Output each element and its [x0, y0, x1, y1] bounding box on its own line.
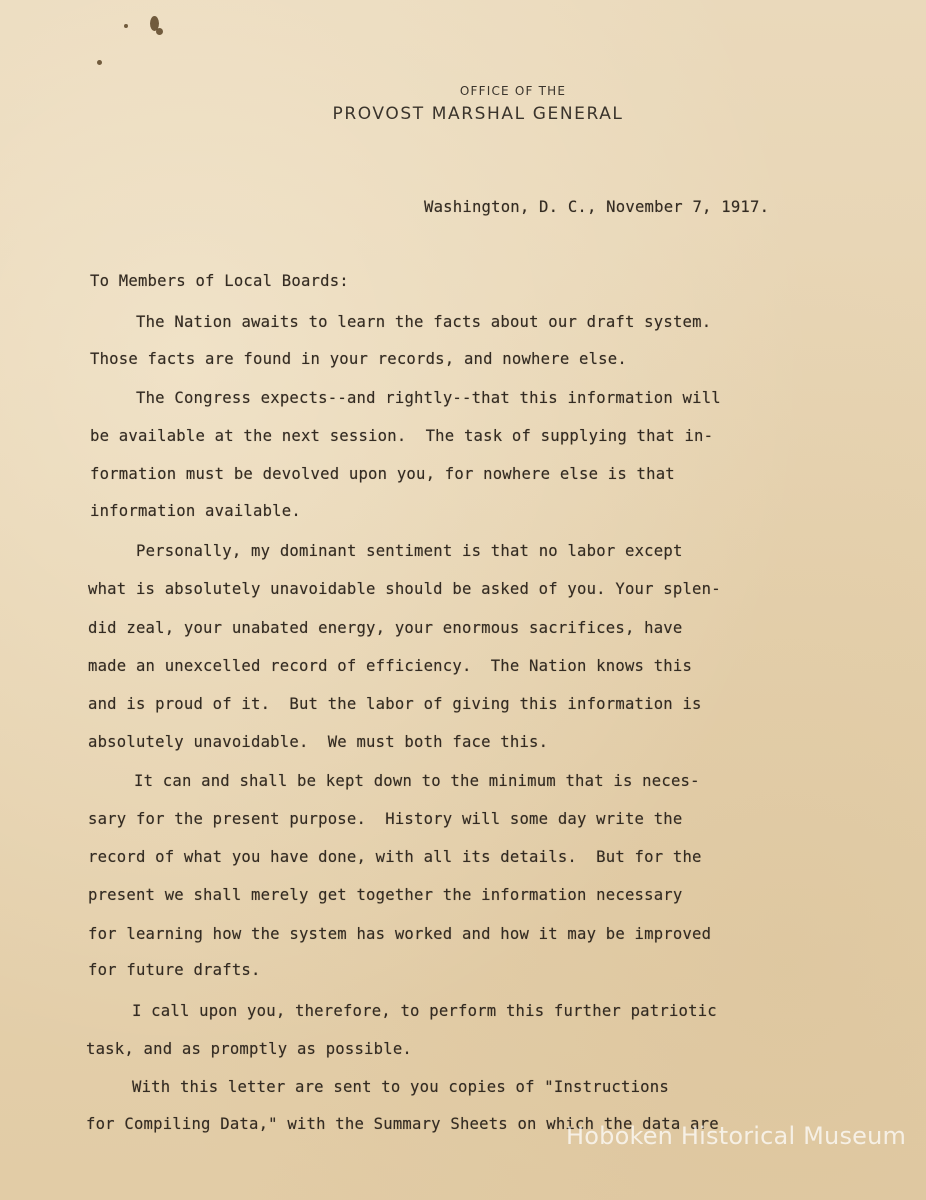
body-line: absolutely unavoidable. We must both face this. [88, 733, 549, 751]
body-line: formation must be devolved upon you, for nowhere else is that [90, 465, 675, 483]
ink-stain [97, 60, 102, 65]
body-line: made an unexcelled record of efficiency. The Nation knows this [88, 657, 693, 675]
body-line: for Compiling Data," with the Summary Sheets on which the data are [86, 1115, 719, 1133]
body-line: Personally, my dominant sentiment is that no labor except [136, 542, 683, 560]
body-line: be available at the next session. The task of supplying that in- [90, 427, 714, 445]
ink-stain [124, 24, 128, 28]
body-line: task, and as promptly as possible. [86, 1040, 412, 1058]
body-line: It can and shall be kept down to the minimum that is neces- [134, 772, 700, 790]
body-line: and is proud of it. But the labor of giving this information is [88, 695, 702, 713]
body-line: did zeal, your unabated energy, your enormous sacrifices, have [88, 619, 683, 637]
body-line: I call upon you, therefore, to perform this further patriotic [132, 1002, 717, 1020]
body-line: With this letter are sent to you copies of "Instructions [132, 1078, 669, 1096]
salutation: To Members of Local Boards: [90, 272, 349, 290]
body-line: sary for the present purpose. History will some day write the [88, 810, 683, 828]
ink-stain [156, 28, 163, 35]
body-line: information available. [90, 502, 301, 520]
body-line: Those facts are found in your records, and nowhere else. [90, 350, 627, 368]
body-line: record of what you have done, with all its details. But for the [88, 848, 702, 866]
body-line: present we shall merely get together the information necessary [88, 886, 683, 904]
body-line: for learning how the system has worked and how it may be improved [88, 925, 712, 943]
letterhead-office-label: OFFICE OF THE [459, 84, 567, 98]
museum-watermark: Hoboken Historical Museum [566, 1122, 907, 1150]
dateline: Washington, D. C., November 7, 1917. [424, 198, 770, 216]
letterhead-title: PROVOST MARSHAL GENERAL [332, 104, 624, 124]
body-line: The Congress expects--and rightly--that this information will [136, 389, 721, 407]
body-line: what is absolutely unavoidable should be asked of you. Your splen- [88, 580, 721, 598]
body-line: The Nation awaits to learn the facts about our draft system. [136, 313, 712, 331]
body-line: for future drafts. [88, 961, 261, 979]
